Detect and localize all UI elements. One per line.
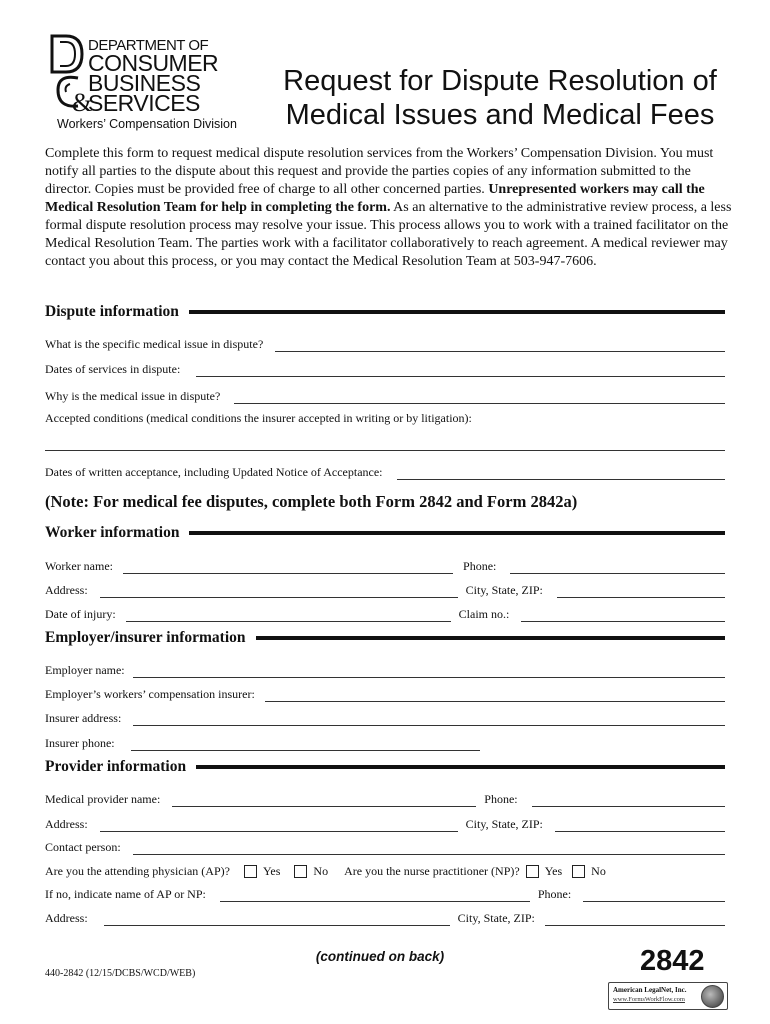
continued-on-back: (continued on back) [315,949,445,964]
dispute-dates-field[interactable] [196,364,725,377]
provider-address-row: Address: City, State, ZIP: [45,816,725,832]
american-legalnet-badge[interactable]: American LegalNet, Inc. www.FormsWorkFlow.com [608,982,728,1010]
insurer-name-row: Employer’s workers’ compensation insurer: [45,686,725,702]
ap-yes-checkbox[interactable] [244,865,257,878]
insurer-address-field[interactable] [133,713,725,726]
ap-np-city-field[interactable] [545,913,725,926]
worker-city-field[interactable] [557,585,725,598]
worker-name-field[interactable] [123,561,453,574]
ap-np-row: Are you the attending physician (AP)? Yes No Are you the nurse practitioner (NP)? Yes No [45,864,606,878]
ap-np-phone-field[interactable] [583,889,725,902]
acceptance-dates-row: Dates of written acceptance, including Updated Notice of Acceptance: [45,464,725,480]
dispute-dates-row: Dates of services in dispute: [45,361,725,377]
intro-text: Complete this form to request medical dispute resolution services from the Workers’ Compensation Division. You must notify all parties to the dispute about this request and provide the parties copies of any information submitted to the director. Copies must be provided free of charge to all other concerned parties. Unrepresented workers may call the Medical Resolution Team for help in completing the form. As an alternative to the administrative review process, a less formal dispute resolution process may resolve your issue. This process allows you to work with a trained facilitator on the Medical Resolution Team. The parties work with a facilitator collaboratively to reach agreement. A medical reviewer may contact you about this process, or you may contact the Medical Resolution Team at 503-947-7606. [45,146,732,269]
section-dispute-information: Dispute information [45,303,725,321]
provider-address-field[interactable] [100,819,458,832]
contact-person-row: Contact person: [45,839,725,855]
employer-name-field[interactable] [133,665,725,678]
worker-address-row: Address: City, State, ZIP: [45,582,725,598]
worker-phone-field[interactable] [510,561,725,574]
provider-city-field[interactable] [555,819,725,832]
insurer-phone-field[interactable] [131,738,480,751]
division-name: Workers’ Compensation Division [57,117,237,131]
provider-name-field[interactable] [172,794,476,807]
ap-np-address-row: Address: City, State, ZIP: [45,910,725,926]
ap-np-address-field[interactable] [104,913,450,926]
provider-phone-field[interactable] [532,794,725,807]
date-of-injury-field[interactable] [126,609,451,622]
worker-injury-row: Date of injury: Claim no.: [45,606,725,622]
contact-person-field[interactable] [133,842,725,855]
accepted-conditions-label-row: Accepted conditions (medical conditions the insurer accepted in writing or by litigation): [45,411,472,425]
section-worker-information: Worker information [45,524,725,542]
fee-dispute-note: (Note: For medical fee disputes, complete both Form 2842 and Form 2842a) [45,492,578,511]
np-yes-checkbox[interactable] [526,865,539,878]
ap-np-name-field[interactable] [220,889,530,902]
dispute-issue-field[interactable] [275,339,725,352]
section-provider-information: Provider information [45,758,725,776]
worker-address-field[interactable] [100,585,458,598]
employer-name-row: Employer name: [45,662,725,678]
form-title: Request for Dispute Resolution of Medical Issues and Medical Fees [283,65,717,131]
globe-icon [701,985,724,1008]
section-employer-insurer-information: Employer/insurer information [45,629,725,647]
ap-np-name-row: If no, indicate name of AP or NP: Phone: [45,886,725,902]
form-id: 440-2842 (12/15/DCBS/WCD/WEB) [45,968,196,979]
insurer-address-row: Insurer address: [45,710,725,726]
accepted-conditions-field[interactable] [45,438,725,451]
acceptance-dates-field[interactable] [397,467,725,480]
dcbs-logo: DEPARTMENT OF CONSUMER BUSINESS & SERVICES [48,34,238,116]
form-number: 2842 [640,945,705,977]
worker-name-row: Worker name: Phone: [45,558,725,574]
provider-name-row: Medical provider name: Phone: [45,791,725,807]
np-no-checkbox[interactable] [572,865,585,878]
dispute-issue-row: What is the specific medical issue in dispute? [45,336,725,352]
claim-number-field[interactable] [521,609,725,622]
ap-no-checkbox[interactable] [294,865,307,878]
insurer-name-field[interactable] [265,689,725,702]
dispute-reason-field[interactable] [234,391,725,404]
dispute-reason-row: Why is the medical issue in dispute? [45,388,725,404]
insurer-phone-row: Insurer phone: [45,735,480,751]
